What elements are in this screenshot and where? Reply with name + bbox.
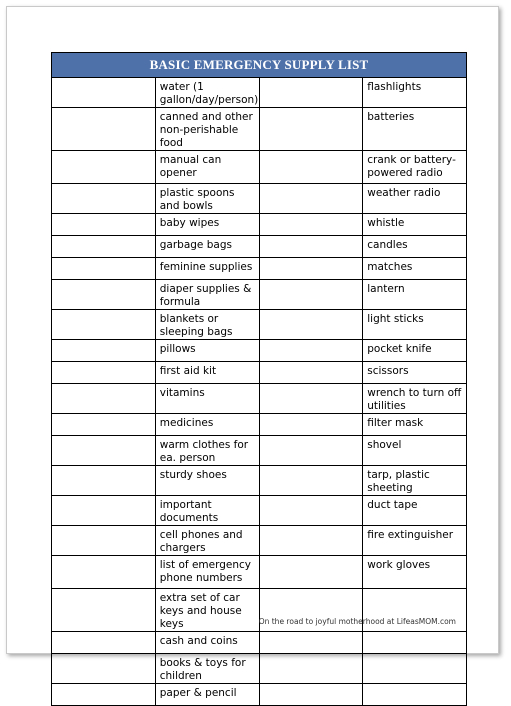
checkbox-cell-left[interactable]	[52, 654, 156, 684]
item-label-right: weather radio	[363, 184, 467, 214]
item-label-left: diaper supplies & formula	[155, 280, 259, 310]
checkbox-cell-left[interactable]	[52, 362, 156, 384]
checkbox-cell-right[interactable]	[259, 340, 363, 362]
checkbox-cell-right[interactable]	[259, 384, 363, 414]
checklist-row	[52, 108, 467, 151]
checkbox-cell-right[interactable]	[259, 684, 363, 706]
checklist-row	[52, 258, 467, 280]
checkbox-cell-left[interactable]	[52, 258, 156, 280]
checkbox-cell-left[interactable]	[52, 340, 156, 362]
item-label-left: first aid kit	[155, 362, 259, 384]
item-label-right: wrench to turn off utilities	[363, 384, 467, 414]
checkbox-cell-right[interactable]	[259, 236, 363, 258]
item-label-right: crank or battery-powered radio	[363, 151, 467, 184]
item-label-right	[363, 684, 467, 706]
item-label-left: vitamins	[155, 384, 259, 414]
footer-credit: On the road to joyful motherhood at LifeasMOM.com	[258, 617, 456, 626]
checklist-row	[52, 556, 467, 589]
checkbox-cell-left[interactable]	[52, 384, 156, 414]
checklist-row	[52, 184, 467, 214]
item-label-left: medicines	[155, 414, 259, 436]
item-label-left: pillows	[155, 340, 259, 362]
item-label-left: important documents	[155, 496, 259, 526]
checkbox-cell-right[interactable]	[259, 496, 363, 526]
checkbox-cell-left[interactable]	[52, 151, 156, 184]
checkbox-cell-right[interactable]	[259, 108, 363, 151]
checklist-row	[52, 684, 467, 706]
checklist-row	[52, 236, 467, 258]
checklist-row	[52, 280, 467, 310]
checklist-row	[52, 214, 467, 236]
item-label-right: light sticks	[363, 310, 467, 340]
checkbox-cell-left[interactable]	[52, 236, 156, 258]
checklist-row	[52, 526, 467, 556]
checkbox-cell-left[interactable]	[52, 632, 156, 654]
item-label-left: canned and other non-perishable food	[155, 108, 259, 151]
item-label-right: pocket knife	[363, 340, 467, 362]
item-label-left: sturdy shoes	[155, 466, 259, 496]
checkbox-cell-right[interactable]	[259, 78, 363, 108]
checkbox-cell-right[interactable]	[259, 414, 363, 436]
item-label-left: plastic spoons and bowls	[155, 184, 259, 214]
checkbox-cell-right[interactable]	[259, 184, 363, 214]
checklist-row	[52, 436, 467, 466]
item-label-right: duct tape	[363, 496, 467, 526]
checklist-row	[52, 632, 467, 654]
item-label-right: batteries	[363, 108, 467, 151]
checklist-row	[52, 496, 467, 526]
checkbox-cell-left[interactable]	[52, 184, 156, 214]
checkbox-cell-left[interactable]	[52, 310, 156, 340]
checkbox-cell-right[interactable]	[259, 362, 363, 384]
checkbox-cell-left[interactable]	[52, 496, 156, 526]
item-label-left: baby wipes	[155, 214, 259, 236]
item-label-right: whistle	[363, 214, 467, 236]
item-label-left: garbage bags	[155, 236, 259, 258]
checklist-row	[52, 151, 467, 184]
checklist-row	[52, 654, 467, 684]
item-label-right: tarp, plastic sheeting	[363, 466, 467, 496]
checkbox-cell-right[interactable]	[259, 310, 363, 340]
item-label-left: blankets or sleeping bags	[155, 310, 259, 340]
checkbox-cell-left[interactable]	[52, 556, 156, 589]
checkbox-cell-right[interactable]	[259, 556, 363, 589]
checkbox-cell-left[interactable]	[52, 684, 156, 706]
item-label-left: cell phones and chargers	[155, 526, 259, 556]
checkbox-cell-left[interactable]	[52, 78, 156, 108]
checkbox-cell-left[interactable]	[52, 108, 156, 151]
checkbox-cell-right[interactable]	[259, 632, 363, 654]
item-label-right: work gloves	[363, 556, 467, 589]
checkbox-cell-right[interactable]	[259, 214, 363, 236]
item-label-right: lantern	[363, 280, 467, 310]
item-label-left: cash and coins	[155, 632, 259, 654]
checklist-row	[52, 310, 467, 340]
checklist-row	[52, 78, 467, 108]
list-title: BASIC EMERGENCY SUPPLY LIST	[52, 53, 467, 78]
item-label-left: extra set of car keys and house keys	[155, 589, 259, 632]
checkbox-cell-left[interactable]	[52, 414, 156, 436]
item-label-right: flashlights	[363, 78, 467, 108]
item-label-right: filter mask	[363, 414, 467, 436]
item-label-right	[363, 654, 467, 684]
item-label-right: scissors	[363, 362, 467, 384]
item-label-left: feminine supplies	[155, 258, 259, 280]
checkbox-cell-left[interactable]	[52, 589, 156, 632]
checkbox-cell-left[interactable]	[52, 526, 156, 556]
item-label-left: manual can opener	[155, 151, 259, 184]
item-label-right: fire extinguisher	[363, 526, 467, 556]
title-row	[52, 53, 467, 78]
item-label-left: water (1 gallon/day/person)	[155, 78, 259, 108]
checkbox-cell-right[interactable]	[259, 526, 363, 556]
checklist-rows	[52, 78, 467, 706]
item-label-right	[363, 632, 467, 654]
checkbox-cell-left[interactable]	[52, 280, 156, 310]
checkbox-cell-left[interactable]	[52, 436, 156, 466]
checklist-row	[52, 384, 467, 414]
item-label-right: matches	[363, 258, 467, 280]
checklist-row	[52, 362, 467, 384]
document-page	[6, 6, 499, 699]
checklist-row	[52, 340, 467, 362]
supply-checklist-table	[51, 52, 467, 706]
checklist-row	[52, 466, 467, 496]
checkbox-cell-right[interactable]	[259, 436, 363, 466]
item-label-left: list of emergency phone numbers	[155, 556, 259, 589]
item-label-left: books & toys for children	[155, 654, 259, 684]
checkbox-cell-right[interactable]	[259, 151, 363, 184]
checkbox-cell-left[interactable]	[52, 214, 156, 236]
checkbox-cell-left[interactable]	[52, 466, 156, 496]
item-label-left: paper & pencil	[155, 684, 259, 706]
item-label-left: warm clothes for ea. person	[155, 436, 259, 466]
checklist-row	[52, 414, 467, 436]
checkbox-cell-right[interactable]	[259, 654, 363, 684]
checkbox-cell-right[interactable]	[259, 280, 363, 310]
checkbox-cell-right[interactable]	[259, 466, 363, 496]
checkbox-cell-right[interactable]	[259, 258, 363, 280]
item-label-right: shovel	[363, 436, 467, 466]
item-label-right: candles	[363, 236, 467, 258]
